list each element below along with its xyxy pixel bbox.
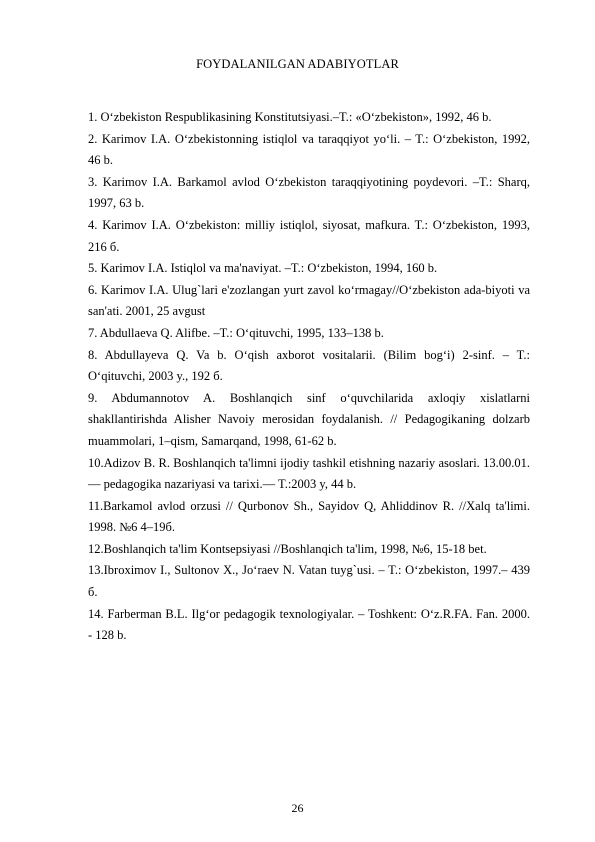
reference-item: 3. Karimov I.A. Barkamol avlod O‘zbekiston taraqqiyotining poydevori. –T.: Sharq, 1997, 63 b.: [88, 174, 530, 211]
reference-item: 12.Boshlanqich ta'lim Kontsepsiyasi //Boshlanqich ta'lim, 1998, №6, 15-18 bet.: [88, 541, 487, 556]
reference-item: 6. Karimov I.A. Ulug`lari e'zozlangan yurt zavol ko‘rmagay//O‘zbekiston ada-biyoti va san'ati. 2001, 25 avgust: [88, 282, 530, 319]
reference-item: 10.Adizov B. R. Boshlanqich ta'limni ijodiy tashkil etishning nazariy asoslari. 13.00.01. — pedagogika nazariyasi va tarixi.— T.:2003 y, 44 b.: [88, 455, 530, 492]
reference-item: 11.Barkamol avlod orzusi // Qurbonov Sh., Sayidov Q, Ahliddinov R. //Xalq ta'limi. 1998. №6 4–19б.: [88, 498, 530, 535]
reference-list: [88, 107, 530, 647]
reference-item: 9. Abdumannotov A. Boshlanqich sinf o‘quvchilarida axloqiy xislatlarni shakllantirishda Alisher Navoiy merosidan foydalanish. // Pedagogikaning dolzarb muammolari, 1–qism, Samarqand, 1998, 61-62 b.: [88, 390, 530, 448]
reference-item: 13.Ibroximov I., Sultonov X., Jo‘raev N. Vatan tuyg`usi. – T.: O‘zbekiston, 1997.– 439 б.: [88, 563, 530, 600]
reference-item: 2. Karimov I.A. O‘zbekistonning istiqlol va taraqqiyot yo‘li. – T.: O‘zbekiston, 1992, 46 b.: [88, 131, 530, 168]
page-number: 26: [291, 801, 304, 815]
reference-item: 8. Abdullayeva Q. Va b. O‘qish axborot vositalarii. (Bilim bog‘i) 2-sinf. – T.: O‘qituvchi, 2003 y., 192 б.: [88, 347, 530, 384]
reference-item: 7. Abdullaeva Q. Alifbe. –T.: O‘qituvchi, 1995, 133–138 b.: [88, 325, 384, 340]
reference-item: 5. Karimov I.A. Istiqlol va ma'naviyat. –T.: O‘zbekiston, 1994, 160 b.: [88, 261, 438, 276]
page-title: FOYDALANILGAN ADABIYOTLAR: [196, 57, 399, 71]
reference-item: 14. Farberman B.L. Ilg‘or pedagogik texnologiyalar. – Toshkent: O‘z.R.FA. Fan. 2000. - 128 b.: [88, 606, 530, 643]
reference-item: 4. Karimov I.A. O‘zbekiston: milliy istiqlol, siyosat, mafkura. T.: O‘zbekiston, 1993, 216 б.: [88, 217, 530, 254]
reference-item: 1. O‘zbekiston Respublikasining Konstitutsiyasi.–T.: «O‘zbekiston», 1992, 46 b.: [88, 110, 492, 124]
